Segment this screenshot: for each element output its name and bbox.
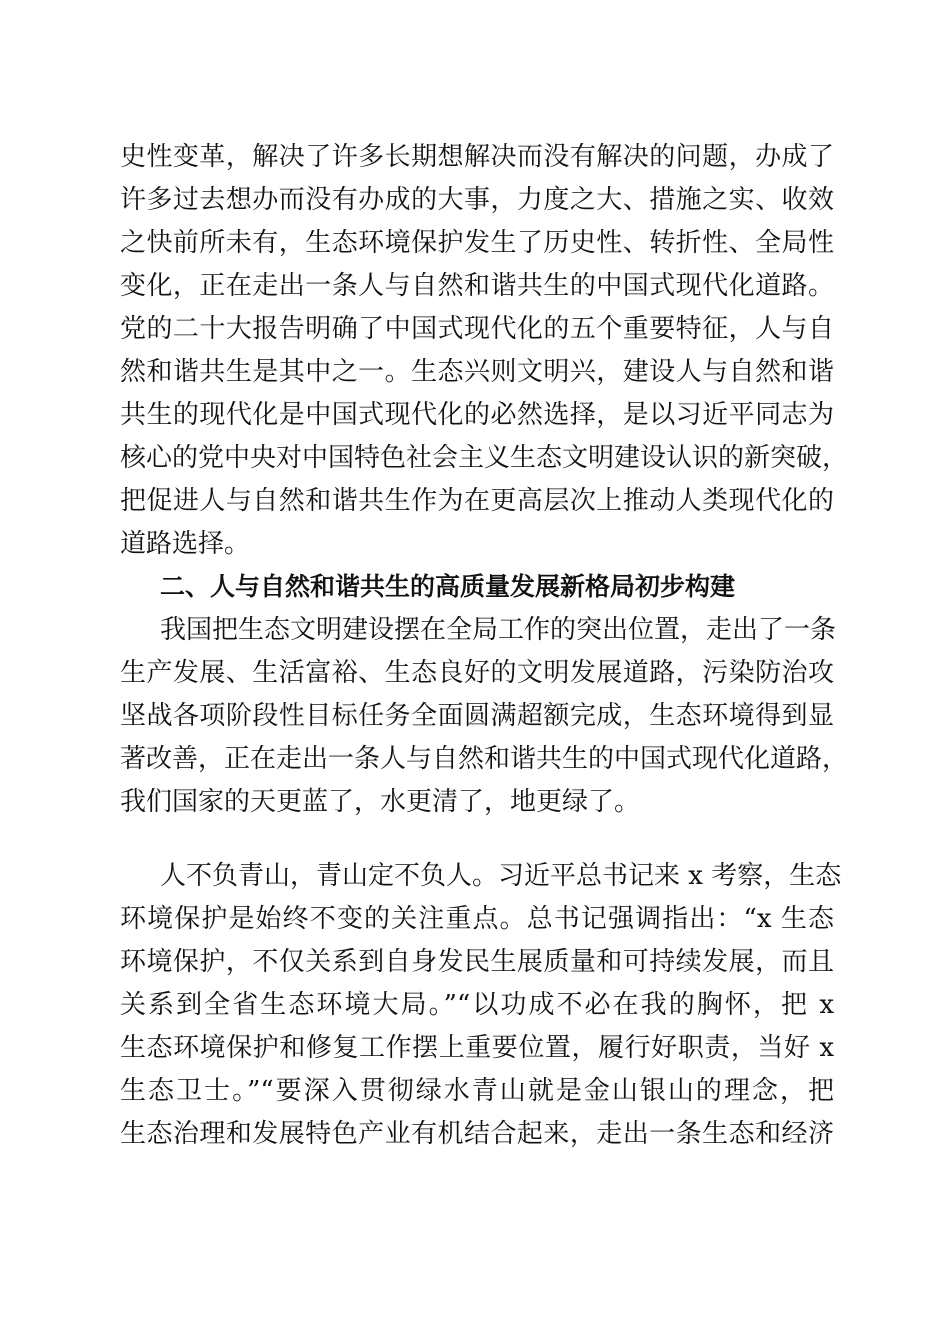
intro-line-5: 党的二十大报告明确了中国式现代化的五个重要特征，人与自 (120, 314, 834, 344)
paragraph2-line-1: 我国把生态文明建设摆在全局工作的突出位置，走出了一条 (160, 615, 837, 645)
intro-line-3: 之快前所未有，生态环境保护发生了历史性、转折性、全局性 (120, 228, 834, 258)
intro-line-4: 变化，正在走出一条人与自然和谐共生的中国式现代化道路。 (120, 271, 834, 301)
paragraph3-line-3: 环境保护，不仅关系到自身发民生展质量和可持续发展，而且 (120, 947, 834, 977)
intro-line-2: 许多过去想办而没有办成的大事，力度之大、措施之实、收效 (120, 185, 834, 215)
section-heading: 二、人与自然和谐共生的高质量发展新格局初步构建 (160, 572, 736, 601)
paragraph2-line-3: 坚战各项阶段性目标任务全面圆满超额完成，生态环境得到显 (120, 701, 834, 731)
paragraph2-line-2: 生产发展、生活富裕、生态良好的文明发展道路，污染防治攻 (120, 658, 834, 688)
paragraph3-line-7: 生态治理和发展特色产业有机结合起来，走出一条生态和经济 (120, 1119, 834, 1149)
intro-line-7: 共生的现代化是中国式现代化的必然选择，是以习近平同志为 (120, 400, 834, 430)
paragraph2-line-4: 著改善，正在走出一条人与自然和谐共生的中国式现代化道路， (120, 744, 849, 774)
intro-line-1: 史性变革，解决了许多长期想解决而没有解决的问题，办成了 (120, 142, 834, 172)
intro-line-9: 把促进人与自然和谐共生作为在更高层次上推动人类现代化的 (120, 486, 834, 516)
intro-line-6: 然和谐共生是其中之一。生态兴则文明兴，建设人与自然和谐 (120, 357, 834, 387)
paragraph3-line-6: 生态卫士。”“要深入贯彻绿水青山就是金山银山的理念，把 (120, 1076, 834, 1106)
intro-line-8: 核心的党中央对中国特色社会主义生态文明建设认识的新突破， (120, 443, 849, 473)
intro-line-10: 道路选择。 (120, 529, 251, 559)
paragraph3-line-2: 环境保护是始终不变的关注重点。总书记强调指出：“x 生态 (120, 904, 834, 934)
paragraph3-line-4: 关系到全省生态环境大局。”“以功成不必在我的胸怀，把 x (120, 990, 834, 1020)
paragraph3-line-5: 生态环境保护和修复工作摆上重要位置，履行好职责，当好 x (120, 1033, 834, 1063)
paragraph3-line-1: 人不负青山，青山定不负人。习近平总书记来 x 考察，生态 (160, 861, 842, 891)
paragraph2-line-5: 我们国家的天更蓝了，水更清了，地更绿了。 (120, 787, 641, 817)
